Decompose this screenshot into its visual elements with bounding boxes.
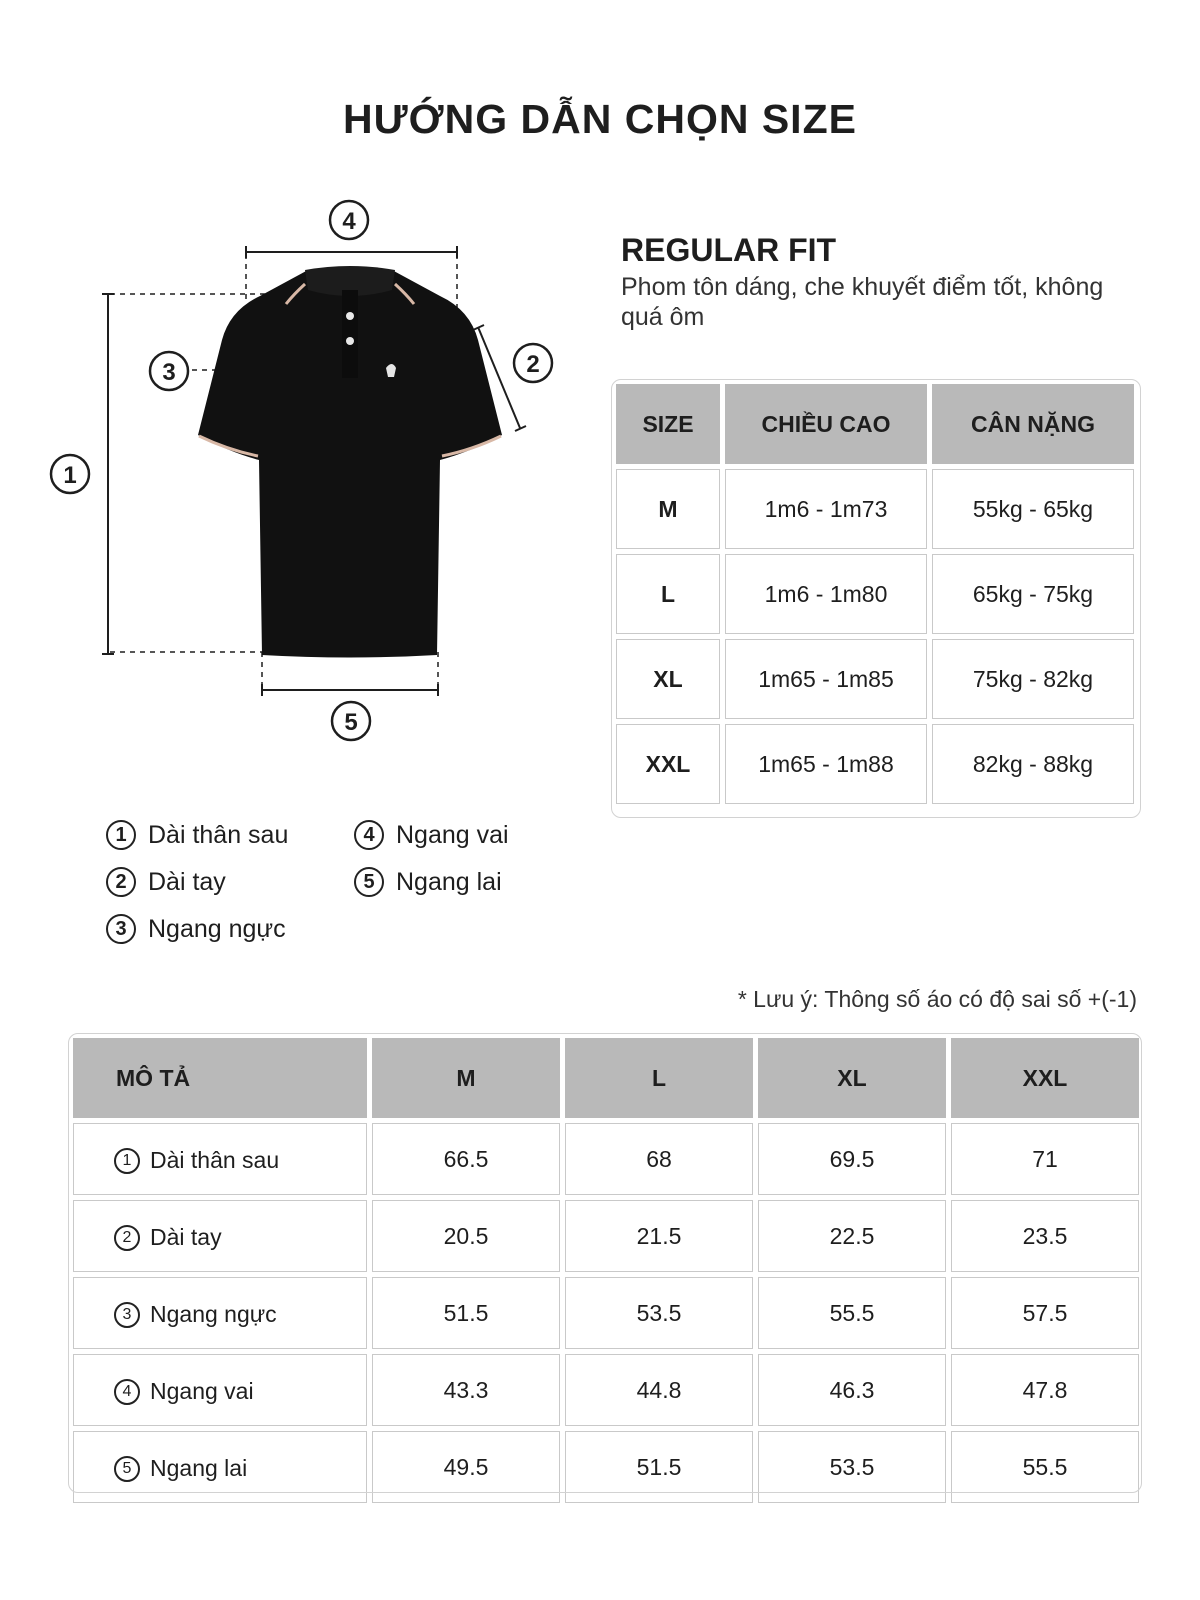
- shirt-diagram: [0, 190, 590, 770]
- legend-label: Dài tay: [148, 867, 226, 896]
- weight-header: CÂN NẶNG: [932, 384, 1134, 464]
- legend-item: [106, 867, 226, 897]
- value-cell: 51.5: [565, 1431, 753, 1503]
- value-cell: 55.5: [951, 1431, 1139, 1503]
- number-4-icon: 4: [114, 1379, 140, 1405]
- description-cell: [73, 1277, 367, 1349]
- size-row: [616, 639, 1134, 719]
- value-cell: 23.5: [951, 1200, 1139, 1272]
- legend-item: [354, 867, 502, 897]
- value-cell: 20.5: [372, 1200, 560, 1272]
- table-row: [73, 1277, 1139, 1349]
- legend-item: [354, 820, 509, 850]
- size-cell: M: [616, 469, 720, 549]
- size-cell: XXL: [616, 724, 720, 804]
- number-2-icon: 2: [114, 1225, 140, 1251]
- value-cell: 21.5: [565, 1200, 753, 1272]
- svg-text:5: 5: [344, 709, 358, 736]
- marker-3: [150, 352, 188, 390]
- legend-item: [106, 914, 286, 944]
- legend-label: Ngang vai: [396, 820, 509, 849]
- legend-label: Ngang lai: [396, 867, 502, 896]
- number-3-icon: 3: [114, 1302, 140, 1328]
- value-cell: 68: [565, 1123, 753, 1195]
- value-cell: 69.5: [758, 1123, 946, 1195]
- value-cell: 53.5: [565, 1277, 753, 1349]
- svg-text:2: 2: [526, 351, 540, 378]
- legend-item: [106, 820, 288, 850]
- value-cell: 22.5: [758, 1200, 946, 1272]
- description-cell: [73, 1200, 367, 1272]
- size-l-header: L: [565, 1038, 753, 1118]
- table-row: [73, 1354, 1139, 1426]
- value-cell: 66.5: [372, 1123, 560, 1195]
- value-cell: 57.5: [951, 1277, 1139, 1349]
- marker-2: [514, 344, 552, 382]
- tolerance-note: * Lưu ý: Thông số áo có độ sai số +(-1): [737, 986, 1137, 1012]
- size-table: [611, 379, 1139, 809]
- measurement-table: [68, 1033, 1144, 1508]
- weight-cell: 75kg - 82kg: [932, 639, 1134, 719]
- size-row: [616, 554, 1134, 634]
- description-cell: [73, 1354, 367, 1426]
- polo-shirt-icon: [198, 266, 502, 658]
- height-header: CHIỀU CAO: [725, 384, 927, 464]
- svg-text:4: 4: [342, 208, 356, 235]
- size-cell: L: [616, 554, 720, 634]
- marker-1: [51, 455, 89, 493]
- svg-text:1: 1: [63, 462, 77, 489]
- marker-5: [332, 702, 370, 740]
- measurement-legend: [106, 820, 566, 970]
- size-row: [616, 724, 1134, 804]
- height-cell: 1m6 - 1m80: [725, 554, 927, 634]
- height-cell: 1m65 - 1m88: [725, 724, 927, 804]
- legend-label: Ngang ngực: [148, 914, 286, 943]
- value-cell: 46.3: [758, 1354, 946, 1426]
- size-xl-header: XL: [758, 1038, 946, 1118]
- description-label: Ngang lai: [150, 1455, 248, 1482]
- number-5-icon: 5: [354, 867, 384, 897]
- value-cell: 47.8: [951, 1354, 1139, 1426]
- value-cell: 44.8: [565, 1354, 753, 1426]
- value-cell: 51.5: [372, 1277, 560, 1349]
- fit-description: Phom tôn dáng, che khuyết điểm tốt, không quá ôm: [621, 273, 1104, 331]
- number-2-icon: 2: [106, 867, 136, 897]
- table-row: [73, 1123, 1139, 1195]
- size-cell: XL: [616, 639, 720, 719]
- description-label: Ngang vai: [150, 1378, 254, 1405]
- number-3-icon: 3: [106, 914, 136, 944]
- weight-cell: 82kg - 88kg: [932, 724, 1134, 804]
- fit-title: REGULAR FIT: [621, 232, 837, 268]
- number-4-icon: 4: [354, 820, 384, 850]
- description-header: MÔ TẢ: [73, 1038, 367, 1118]
- description-label: Dài thân sau: [150, 1147, 280, 1174]
- number-5-icon: 5: [114, 1456, 140, 1482]
- number-1-icon: 1: [106, 820, 136, 850]
- description-cell: [73, 1431, 367, 1503]
- size-xxl-header: XXL: [951, 1038, 1139, 1118]
- legend-label: Dài thân sau: [148, 820, 289, 849]
- size-row: [616, 469, 1134, 549]
- size-m-header: M: [372, 1038, 560, 1118]
- value-cell: 43.3: [372, 1354, 560, 1426]
- table-row: [73, 1431, 1139, 1503]
- marker-4: [330, 201, 368, 239]
- description-label: Dài tay: [150, 1224, 222, 1251]
- value-cell: 71: [951, 1123, 1139, 1195]
- weight-cell: 55kg - 65kg: [932, 469, 1134, 549]
- page-title: HƯỚNG DẪN CHỌN SIZE: [343, 96, 857, 142]
- svg-text:3: 3: [162, 359, 176, 386]
- description-cell: [73, 1123, 367, 1195]
- value-cell: 49.5: [372, 1431, 560, 1503]
- size-header: SIZE: [616, 384, 720, 464]
- height-cell: 1m65 - 1m85: [725, 639, 927, 719]
- number-1-icon: 1: [114, 1148, 140, 1174]
- value-cell: 55.5: [758, 1277, 946, 1349]
- height-cell: 1m6 - 1m73: [725, 469, 927, 549]
- value-cell: 53.5: [758, 1431, 946, 1503]
- description-label: Ngang ngực: [150, 1301, 277, 1328]
- table-row: [73, 1200, 1139, 1272]
- weight-cell: 65kg - 75kg: [932, 554, 1134, 634]
